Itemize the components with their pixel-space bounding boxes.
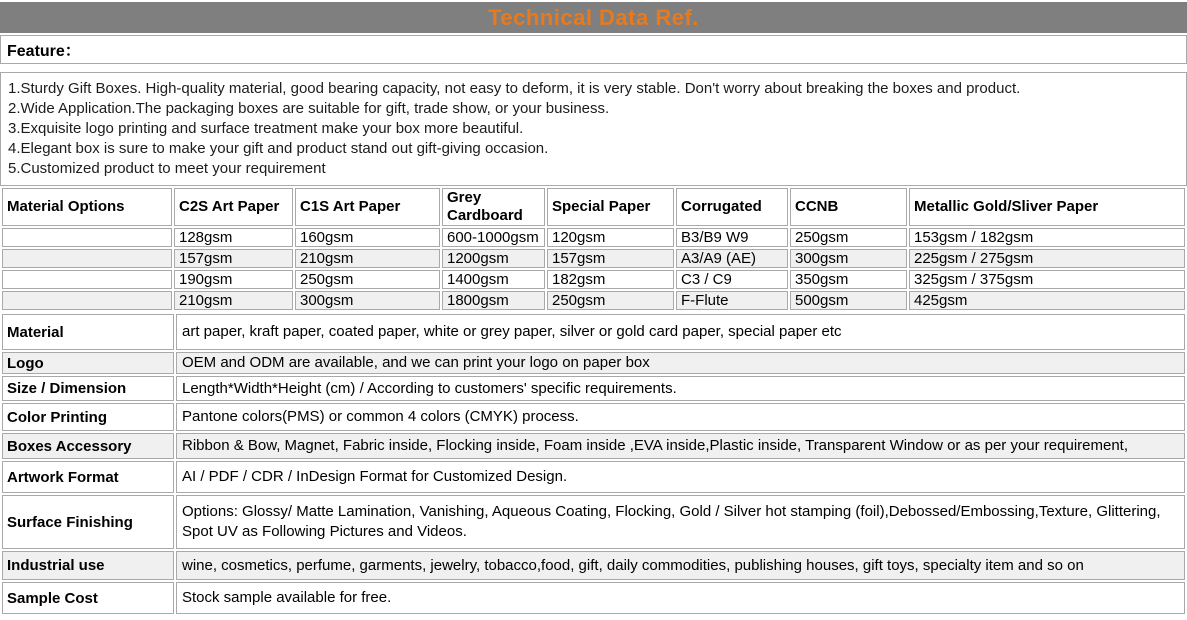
spec-row [2, 249, 1185, 268]
spec-cell: 157gsm [547, 249, 674, 268]
detail-row [2, 352, 1185, 374]
detail-label: Surface Finishing [2, 495, 174, 549]
detail-value: OEM and ODM are available, and we can print your logo on paper box [176, 352, 1185, 374]
detail-label: Artwork Format [2, 461, 174, 493]
spec-header-cell: Metallic Gold/Sliver Paper [909, 188, 1185, 226]
detail-value: art paper, kraft paper, coated paper, white or grey paper, silver or gold card paper, special paper etc [176, 314, 1185, 350]
spec-cell: A3/A9 (AE) [676, 249, 788, 268]
spec-header-cell: C2S Art Paper [174, 188, 293, 226]
detail-row [2, 376, 1185, 401]
detail-value: Pantone colors(PMS) or common 4 colors (CMYK) process. [176, 403, 1185, 431]
feature-item: 2.Wide Application.The packaging boxes are suitable for gift, trade show, or your business. [8, 100, 610, 117]
detail-label: Size / Dimension [2, 376, 174, 401]
spec-cell: 1800gsm [442, 291, 545, 310]
spec-cell: 300gsm [295, 291, 440, 310]
feature-item: 5.Customized product to meet your requirement [8, 160, 326, 177]
spec-cell [2, 270, 172, 289]
detail-value: Ribbon & Bow, Magnet, Fabric inside, Flocking inside, Foam inside ,EVA inside,Plastic inside, Transparent Window or as per your requirement, [176, 433, 1185, 459]
spec-cell: 128gsm [174, 228, 293, 247]
spec-cell: 120gsm [547, 228, 674, 247]
detail-table [0, 312, 1187, 616]
spec-cell: 250gsm [295, 270, 440, 289]
spec-cell: 250gsm [547, 291, 674, 310]
detail-label: Boxes Accessory [2, 433, 174, 459]
detail-row [2, 551, 1185, 580]
spec-cell: C3 / C9 [676, 270, 788, 289]
detail-row [2, 314, 1185, 350]
spec-cell: 425gsm [909, 291, 1185, 310]
spec-cell: 182gsm [547, 270, 674, 289]
detail-value: Options: Glossy/ Matte Lamination, Vanishing, Aqueous Coating, Flocking, Gold / Silver hot stamping (foil),Debossed/Embossing,Texture, Glittering, Spot UV as Following Pictures and Videos. [176, 495, 1185, 549]
spec-cell: 210gsm [174, 291, 293, 310]
title-bar [0, 2, 1187, 33]
spec-header-row [2, 188, 1185, 226]
spec-cell: 157gsm [174, 249, 293, 268]
spec-row [2, 291, 1185, 310]
detail-row [2, 403, 1185, 431]
feature-heading-label: Feature： [7, 43, 81, 60]
detail-label: Logo [2, 352, 174, 374]
detail-label: Sample Cost [2, 582, 174, 614]
feature-heading-box [0, 35, 1187, 64]
detail-value: Length*Width*Height (cm) / According to customers' specific requirements. [176, 376, 1185, 401]
spec-cell [2, 291, 172, 310]
page-title: Technical Data Ref. [488, 4, 699, 30]
spec-row [2, 270, 1185, 289]
spec-cell: 600-1000gsm [442, 228, 545, 247]
technical-data-page [0, 2, 1187, 616]
spec-header-cell: Grey Cardboard [442, 188, 545, 226]
spec-cell: 350gsm [790, 270, 907, 289]
feature-item: 1.Sturdy Gift Boxes. High-quality material, good bearing capacity, not easy to deform, it is very stable. Don't worry about breaking the boxes and product. [8, 80, 1021, 97]
spec-cell: 225gsm / 275gsm [909, 249, 1185, 268]
detail-value: AI / PDF / CDR / InDesign Format for Customized Design. [176, 461, 1185, 493]
spec-cell: 210gsm [295, 249, 440, 268]
spec-header-cell: CCNB [790, 188, 907, 226]
spec-cell: B3/B9 W9 [676, 228, 788, 247]
spec-cell: 250gsm [790, 228, 907, 247]
spec-cell: 325gsm / 375gsm [909, 270, 1185, 289]
spec-cell: 300gsm [790, 249, 907, 268]
spec-cell: 190gsm [174, 270, 293, 289]
spec-header-cell: C1S Art Paper [295, 188, 440, 226]
spec-cell: 153gsm / 182gsm [909, 228, 1185, 247]
detail-row [2, 433, 1185, 459]
detail-label: Color Printing [2, 403, 174, 431]
detail-label: Material [2, 314, 174, 350]
detail-label: Industrial use [2, 551, 174, 580]
spec-row [2, 228, 1185, 247]
detail-row [2, 495, 1185, 549]
detail-value: Stock sample available for free. [176, 582, 1185, 614]
feature-list-box [0, 72, 1187, 186]
spec-header-cell: Corrugated [676, 188, 788, 226]
feature-item: 4.Elegant box is sure to make your gift and product stand out gift-giving occasion. [8, 140, 549, 157]
spec-cell: 500gsm [790, 291, 907, 310]
detail-row [2, 461, 1185, 493]
spec-cell: F-Flute [676, 291, 788, 310]
spec-header-cell: Special Paper [547, 188, 674, 226]
spec-cell: 160gsm [295, 228, 440, 247]
spec-cell: 1200gsm [442, 249, 545, 268]
feature-item: 3.Exquisite logo printing and surface treatment make your box more beautiful. [8, 120, 524, 137]
detail-value: wine, cosmetics, perfume, garments, jewelry, tobacco,food, gift, daily commodities, publishing houses, gift toys, specialty item and so on [176, 551, 1185, 580]
material-options-table [0, 186, 1187, 312]
spec-cell [2, 249, 172, 268]
detail-row [2, 582, 1185, 614]
spec-cell [2, 228, 172, 247]
spec-header-cell: Material Options [2, 188, 172, 226]
spec-cell: 1400gsm [442, 270, 545, 289]
